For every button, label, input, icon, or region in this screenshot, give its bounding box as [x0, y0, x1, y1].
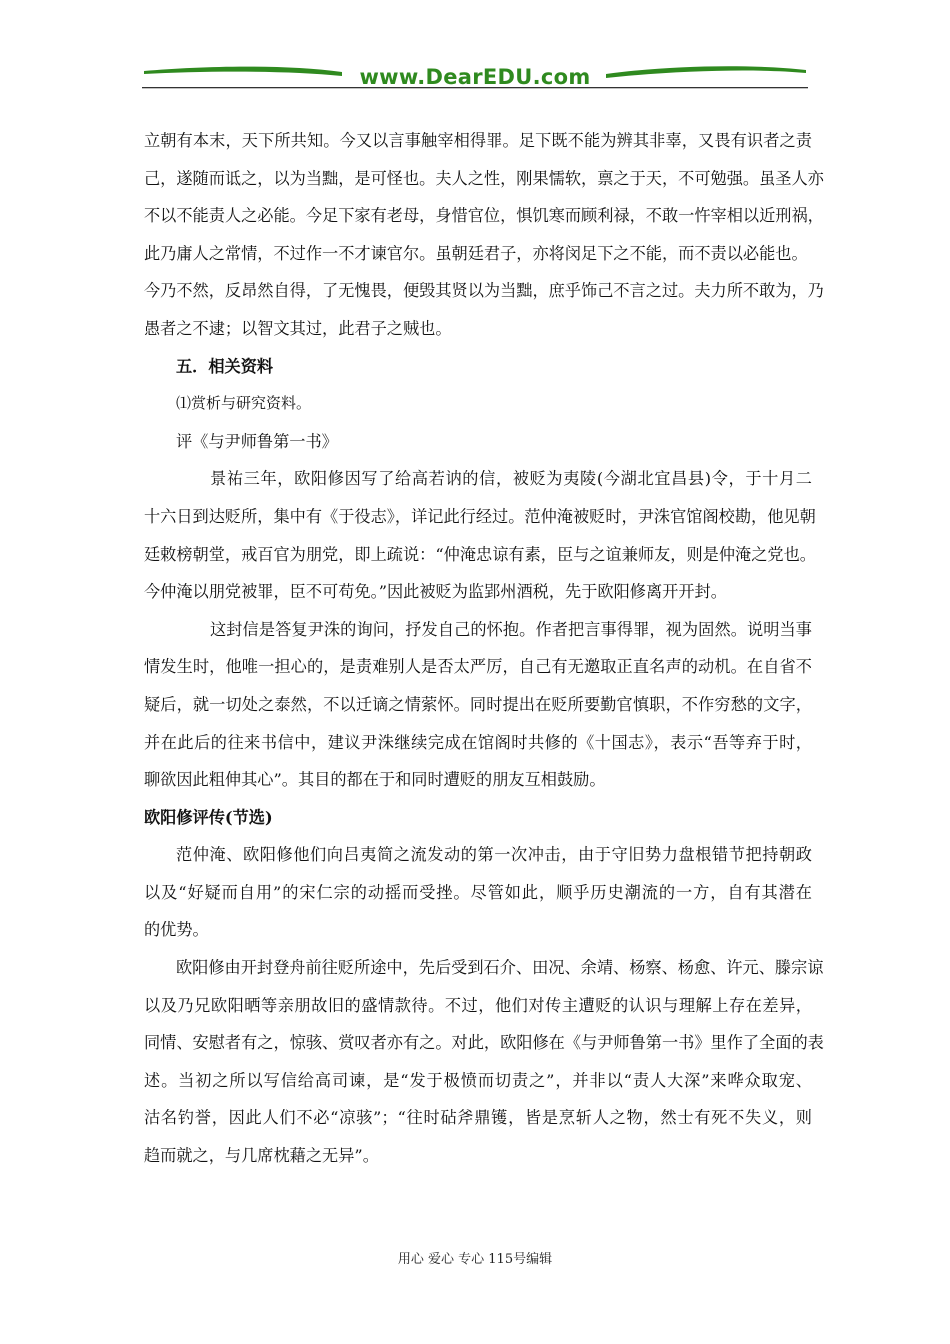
biography-heading: 欧阳修评传(节选)	[144, 807, 273, 827]
text-line: 今仲淹以朋党被罪，臣不可苟免。”因此被贬为监郢州酒税，先于欧阳修离开开封。	[144, 582, 727, 602]
text-line: 今乃不然，反昂然自得，了无愧畏，便毁其贤以为当黜，庶乎饰己不言之过。夫力所不敢为，乃	[144, 281, 824, 301]
text-line: 以及乃兄欧阳晒等亲朋故旧的盛情款待。不过，他们对传主遭贬的认识与理解上存在差异，	[144, 995, 812, 1015]
text-line: 愚者之不逮；以智文其过，此君子之贼也。	[144, 318, 452, 338]
text-line: 范仲淹、欧阳修他们向吕夷简之流发动的第一次冲击，由于守旧势力盘根错节把持朝政	[176, 845, 812, 865]
text-line: 同情、安慰者有之，惊骇、赏叹者亦有之。对此，欧阳修在《与尹师鲁第一书》里作了全面的表	[144, 1033, 824, 1053]
text-line: 述。当初之所以写信给高司谏，是“发于极愤而切责之”，并非以“责人大深”来哗众取宠、	[144, 1070, 812, 1090]
text-line: 己，遂随而诋之，以为当黜，是可怪也。夫人之性，刚果懦软，禀之于天，不可勉强。虽圣人亦	[144, 168, 824, 188]
text-line: 趋而就之，与几席枕藉之无异”。	[144, 1146, 379, 1166]
site-brand-logo: www.DearEDU.com	[359, 65, 591, 89]
text-line: 十六日到达贬所，集中有《于役志》，详记此行经过。范仲淹被贬时，尹洙官馆阁校勘，他见朝	[144, 506, 816, 526]
site-header	[142, 62, 808, 92]
paragraph-letter-excerpt	[144, 122, 824, 348]
subsection-label: ⑴赏析与研究资料。	[176, 394, 312, 413]
text-line: 立朝有本末，天下所共知。今又以言事触宰相得罪。足下既不能为辨其非辜，又畏有识者之责	[144, 131, 812, 150]
text-line: 不以不能责人之必能。今足下家有老母，身惜官位，惧饥寒而顾利禄，不敢一忤宰相以近刑祸，	[144, 206, 824, 226]
text-line: 疑后，就一切处之泰然，不以迁谪之情萦怀。同时提出在贬所要勤官慎职，不作穷愁的文字，	[144, 694, 812, 714]
paragraph-analysis	[144, 611, 812, 799]
text-line: 此乃庸人之常情，不过作一不才谏官尔。虽朝廷君子，亦将闵足下之不能，而不责以必能也。	[144, 243, 808, 263]
paragraph-biography-2	[144, 949, 824, 1175]
text-line: 的优势。	[144, 920, 209, 940]
text-line: 这封信是答复尹洙的询问，抒发自己的怀抱。作者把言事得罪，视为固然。说明当事	[210, 619, 812, 639]
text-line: 聊欲因此粗伸其心”。其目的都在于和同时遭贬的朋友互相鼓励。	[144, 770, 606, 790]
section-heading: 五．相关资料	[176, 356, 274, 376]
review-title: 评《与尹师鲁第一书》	[176, 431, 338, 451]
text-line: 景祐三年，欧阳修因写了给高若讷的信，被贬为夷陵(今湖北宜昌县)令，于十月二	[210, 469, 812, 489]
text-line: 沽名钓誉，因此人们不必“凉骇”；“往时砧斧鼎镬，皆是烹斩人之物，然士有死不失义，则	[144, 1108, 812, 1128]
text-line: 以及“好疑而自用”的宋仁宗的动摇而受挫。尽管如此，顺乎历史潮流的一方，自有其潜在	[144, 882, 812, 902]
text-line: 情发生时，他唯一担心的，是责难别人是否太严厉，自己有无邀取正直名声的动机。在自省不	[144, 657, 812, 677]
document-body	[144, 122, 824, 1175]
paragraph-background	[144, 460, 816, 610]
paragraph-biography-1	[144, 836, 812, 949]
text-line: 并在此后的往来书信中，建议尹洙继续完成在馆阁时共修的《十国志》，表示“吾等弃于时，	[144, 732, 812, 752]
text-line: 欧阳修由开封登舟前往贬所途中，先后受到石介、田况、余靖、杨察、杨愈、许元、滕宗谅	[176, 958, 824, 978]
page-footer: 用心 爱心 专心 115号编辑	[397, 1252, 553, 1267]
text-line: 廷敕榜朝堂，戒百官为朋党，即上疏说：“仲淹忠谅有素，臣与之谊兼师友，则是仲淹之党也。	[144, 544, 816, 564]
